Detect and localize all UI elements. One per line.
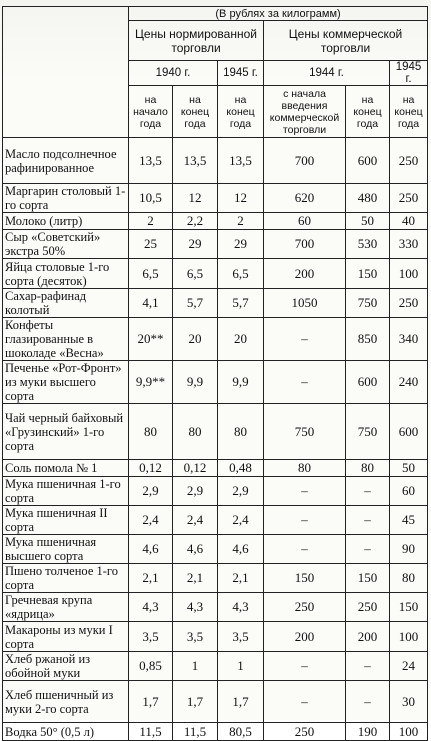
price-cell: 1050 <box>264 289 346 318</box>
price-cell: 150 <box>346 564 390 593</box>
subheader-end-of-year: на конец года <box>173 86 218 138</box>
subheader-start-of-year: на начало года <box>129 86 173 138</box>
table-row <box>3 535 428 564</box>
table-row <box>3 138 428 184</box>
price-cell: 2,9 <box>218 477 264 506</box>
price-cell: 30 <box>390 681 428 723</box>
price-cell: 250 <box>390 138 428 184</box>
price-cell: 5,7 <box>173 289 218 318</box>
product-name-cell: Печенье «Рот-Фронт» из муки высшего сорта <box>3 361 129 404</box>
price-cell: 11,5 <box>173 723 218 741</box>
price-cell: – <box>264 681 346 723</box>
price-cell: – <box>264 506 346 535</box>
product-name-cell: Мука пшеничная высшего сорта <box>3 535 129 564</box>
price-cell: 4,1 <box>129 289 173 318</box>
price-cell: 13,5 <box>218 138 264 184</box>
price-cell: 80 <box>390 564 428 593</box>
price-cell: 9,9 <box>173 361 218 404</box>
price-cell: 12 <box>173 184 218 213</box>
price-cell: 0,85 <box>129 652 173 681</box>
table-row <box>3 213 428 230</box>
price-cell: 45 <box>390 506 428 535</box>
price-cell: 200 <box>264 259 346 289</box>
table-row <box>3 593 428 622</box>
price-cell: 60 <box>264 213 346 230</box>
price-cell: 0,12 <box>173 460 218 477</box>
product-name-cell: Чай черный байховый «Грузинский» 1-го сорта <box>3 404 129 460</box>
price-cell: 60 <box>390 477 428 506</box>
price-cell: 4,3 <box>173 593 218 622</box>
price-cell: 200 <box>346 622 390 652</box>
product-name-cell: Макароны из муки I сорта <box>3 622 129 652</box>
subheader-end-of-year: на конец года <box>346 86 390 138</box>
price-cell: 20 <box>173 318 218 361</box>
price-cell: 2,9 <box>173 477 218 506</box>
table-body <box>3 138 428 741</box>
price-cell: 10,5 <box>129 184 173 213</box>
price-cell: 150 <box>390 593 428 622</box>
price-cell: 2,4 <box>173 506 218 535</box>
price-cell: 5,7 <box>218 289 264 318</box>
price-cell: 2,2 <box>173 213 218 230</box>
product-name-cell: Маргарин столовый 1-го сорта <box>3 184 129 213</box>
price-cell: – <box>346 477 390 506</box>
price-cell: 620 <box>264 184 346 213</box>
unit-header: (В рублях за килограмм) <box>129 7 428 21</box>
product-name-cell: Яйца столовые 1-го сорта (десяток) <box>3 259 129 289</box>
price-cell: 13,5 <box>129 138 173 184</box>
price-cell: 80 <box>129 404 173 460</box>
commercial-trade-header: Цены коммерческой торговли <box>264 21 428 61</box>
price-cell: 600 <box>346 361 390 404</box>
price-cell: 2,1 <box>218 564 264 593</box>
product-name-cell: Мука пшеничная II сорта <box>3 506 129 535</box>
table-row <box>3 477 428 506</box>
product-name-cell: Сыр «Советский» экстра 50% <box>3 230 129 259</box>
price-cell: 330 <box>390 230 428 259</box>
price-cell: – <box>346 652 390 681</box>
table-row <box>3 652 428 681</box>
price-cell: 240 <box>390 361 428 404</box>
price-cell: 600 <box>346 138 390 184</box>
product-name-cell: Сахар-рафинад колотый <box>3 289 129 318</box>
table-row <box>3 723 428 741</box>
price-cell: 250 <box>264 723 346 741</box>
table-row <box>3 460 428 477</box>
product-name-cell: Пшено толченое 1-го сорта <box>3 564 129 593</box>
price-cell: 2,1 <box>173 564 218 593</box>
product-name-cell: Водка 50° (0,5 л) <box>3 723 129 741</box>
year-1945-rationed-header: 1945 г. <box>218 61 264 86</box>
table-row <box>3 564 428 593</box>
year-1940-header: 1940 г. <box>129 61 218 86</box>
price-cell: 700 <box>264 138 346 184</box>
price-cell: 2,9 <box>129 477 173 506</box>
product-name-cell: Мука пшеничная 1-го сорта <box>3 477 129 506</box>
price-cell: 1 <box>173 652 218 681</box>
product-name-cell: Гречневая крупа «ядрица» <box>3 593 129 622</box>
price-cell: 750 <box>346 289 390 318</box>
price-cell: 11,5 <box>129 723 173 741</box>
price-cell: 250 <box>264 593 346 622</box>
price-cell: 530 <box>346 230 390 259</box>
price-cell: 50 <box>346 213 390 230</box>
price-cell: 40 <box>390 213 428 230</box>
price-cell: 20 <box>218 318 264 361</box>
price-cell: 200 <box>264 622 346 652</box>
table-row <box>3 681 428 723</box>
price-cell: 80 <box>218 404 264 460</box>
price-cell: 100 <box>390 723 428 741</box>
price-cell: 1,7 <box>129 681 173 723</box>
price-cell: 80 <box>264 460 346 477</box>
product-name-cell: Хлеб ржаной из обойной муки <box>3 652 129 681</box>
price-cell: 150 <box>264 564 346 593</box>
price-cell: 80,5 <box>218 723 264 741</box>
price-cell: 29 <box>218 230 264 259</box>
price-cell: – <box>264 318 346 361</box>
price-cell: 4,3 <box>218 593 264 622</box>
price-cell: 2,4 <box>129 506 173 535</box>
table-row <box>3 230 428 259</box>
price-cell: 50 <box>390 460 428 477</box>
price-cell: 340 <box>390 318 428 361</box>
table-row <box>3 361 428 404</box>
price-cell: 12 <box>218 184 264 213</box>
price-cell: 20** <box>129 318 173 361</box>
year-1945-commercial-header: 1945 г. <box>390 61 428 86</box>
rationed-trade-header: Цены нормированной торговли <box>129 21 264 61</box>
price-cell: 6,5 <box>218 259 264 289</box>
subheader-since-commercial-start: с начала введения коммерческой торговли <box>264 86 346 138</box>
price-cell: 1,7 <box>173 681 218 723</box>
price-cell: 850 <box>346 318 390 361</box>
price-cell: 2,1 <box>129 564 173 593</box>
price-cell: – <box>264 361 346 404</box>
table-row <box>3 622 428 652</box>
price-cell: 3,5 <box>173 622 218 652</box>
price-cell: 3,5 <box>129 622 173 652</box>
price-cell: – <box>264 535 346 564</box>
price-cell: 6,5 <box>129 259 173 289</box>
price-cell: 150 <box>346 259 390 289</box>
price-cell: 0,48 <box>218 460 264 477</box>
price-cell: 100 <box>390 259 428 289</box>
price-cell: 2 <box>129 213 173 230</box>
product-name-cell: Масло подсолнечное рафинированное <box>3 138 129 184</box>
table-row <box>3 259 428 289</box>
price-cell: 700 <box>264 230 346 259</box>
price-cell: 24 <box>390 652 428 681</box>
price-cell: 100 <box>390 622 428 652</box>
product-name-cell: Хлеб пшеничный из муки 2-го сорта <box>3 681 129 723</box>
year-1944-header: 1944 г. <box>264 61 390 86</box>
price-cell: – <box>264 477 346 506</box>
price-cell: 750 <box>264 404 346 460</box>
table-row <box>3 184 428 213</box>
price-cell: 4,3 <box>129 593 173 622</box>
price-table <box>2 6 428 741</box>
price-cell: 2,4 <box>218 506 264 535</box>
price-cell: – <box>346 681 390 723</box>
price-cell: 3,5 <box>218 622 264 652</box>
price-cell: 1 <box>218 652 264 681</box>
price-cell: 600 <box>390 404 428 460</box>
price-cell: 29 <box>173 230 218 259</box>
table-row <box>3 404 428 460</box>
price-cell: 750 <box>346 404 390 460</box>
price-cell: – <box>346 535 390 564</box>
price-cell: 2 <box>218 213 264 230</box>
price-cell: 9,9** <box>129 361 173 404</box>
price-cell: 0,12 <box>129 460 173 477</box>
price-cell: – <box>346 506 390 535</box>
price-cell: – <box>264 652 346 681</box>
product-name-cell: Молоко (литр) <box>3 213 129 230</box>
product-name-cell: Соль помола № 1 <box>3 460 129 477</box>
table-row <box>3 289 428 318</box>
price-cell: 250 <box>390 184 428 213</box>
price-cell: 1,7 <box>218 681 264 723</box>
price-cell: 4,6 <box>173 535 218 564</box>
price-cell: 13,5 <box>173 138 218 184</box>
price-cell: 6,5 <box>173 259 218 289</box>
price-cell: 80 <box>173 404 218 460</box>
table-row <box>3 318 428 361</box>
price-cell: 9,9 <box>218 361 264 404</box>
subheader-end-of-year: на конец года <box>390 86 428 138</box>
price-cell: 25 <box>129 230 173 259</box>
price-cell: 480 <box>346 184 390 213</box>
price-cell: 80 <box>346 460 390 477</box>
price-cell: 4,6 <box>129 535 173 564</box>
price-cell: 250 <box>390 289 428 318</box>
price-cell: 90 <box>390 535 428 564</box>
price-cell: 190 <box>346 723 390 741</box>
product-column-header <box>3 7 129 138</box>
table-row <box>3 506 428 535</box>
price-cell: 4,6 <box>218 535 264 564</box>
price-cell: 250 <box>346 593 390 622</box>
subheader-end-of-year: на конец года <box>218 86 264 138</box>
product-name-cell: Конфеты глазированные в шоколаде «Весна» <box>3 318 129 361</box>
